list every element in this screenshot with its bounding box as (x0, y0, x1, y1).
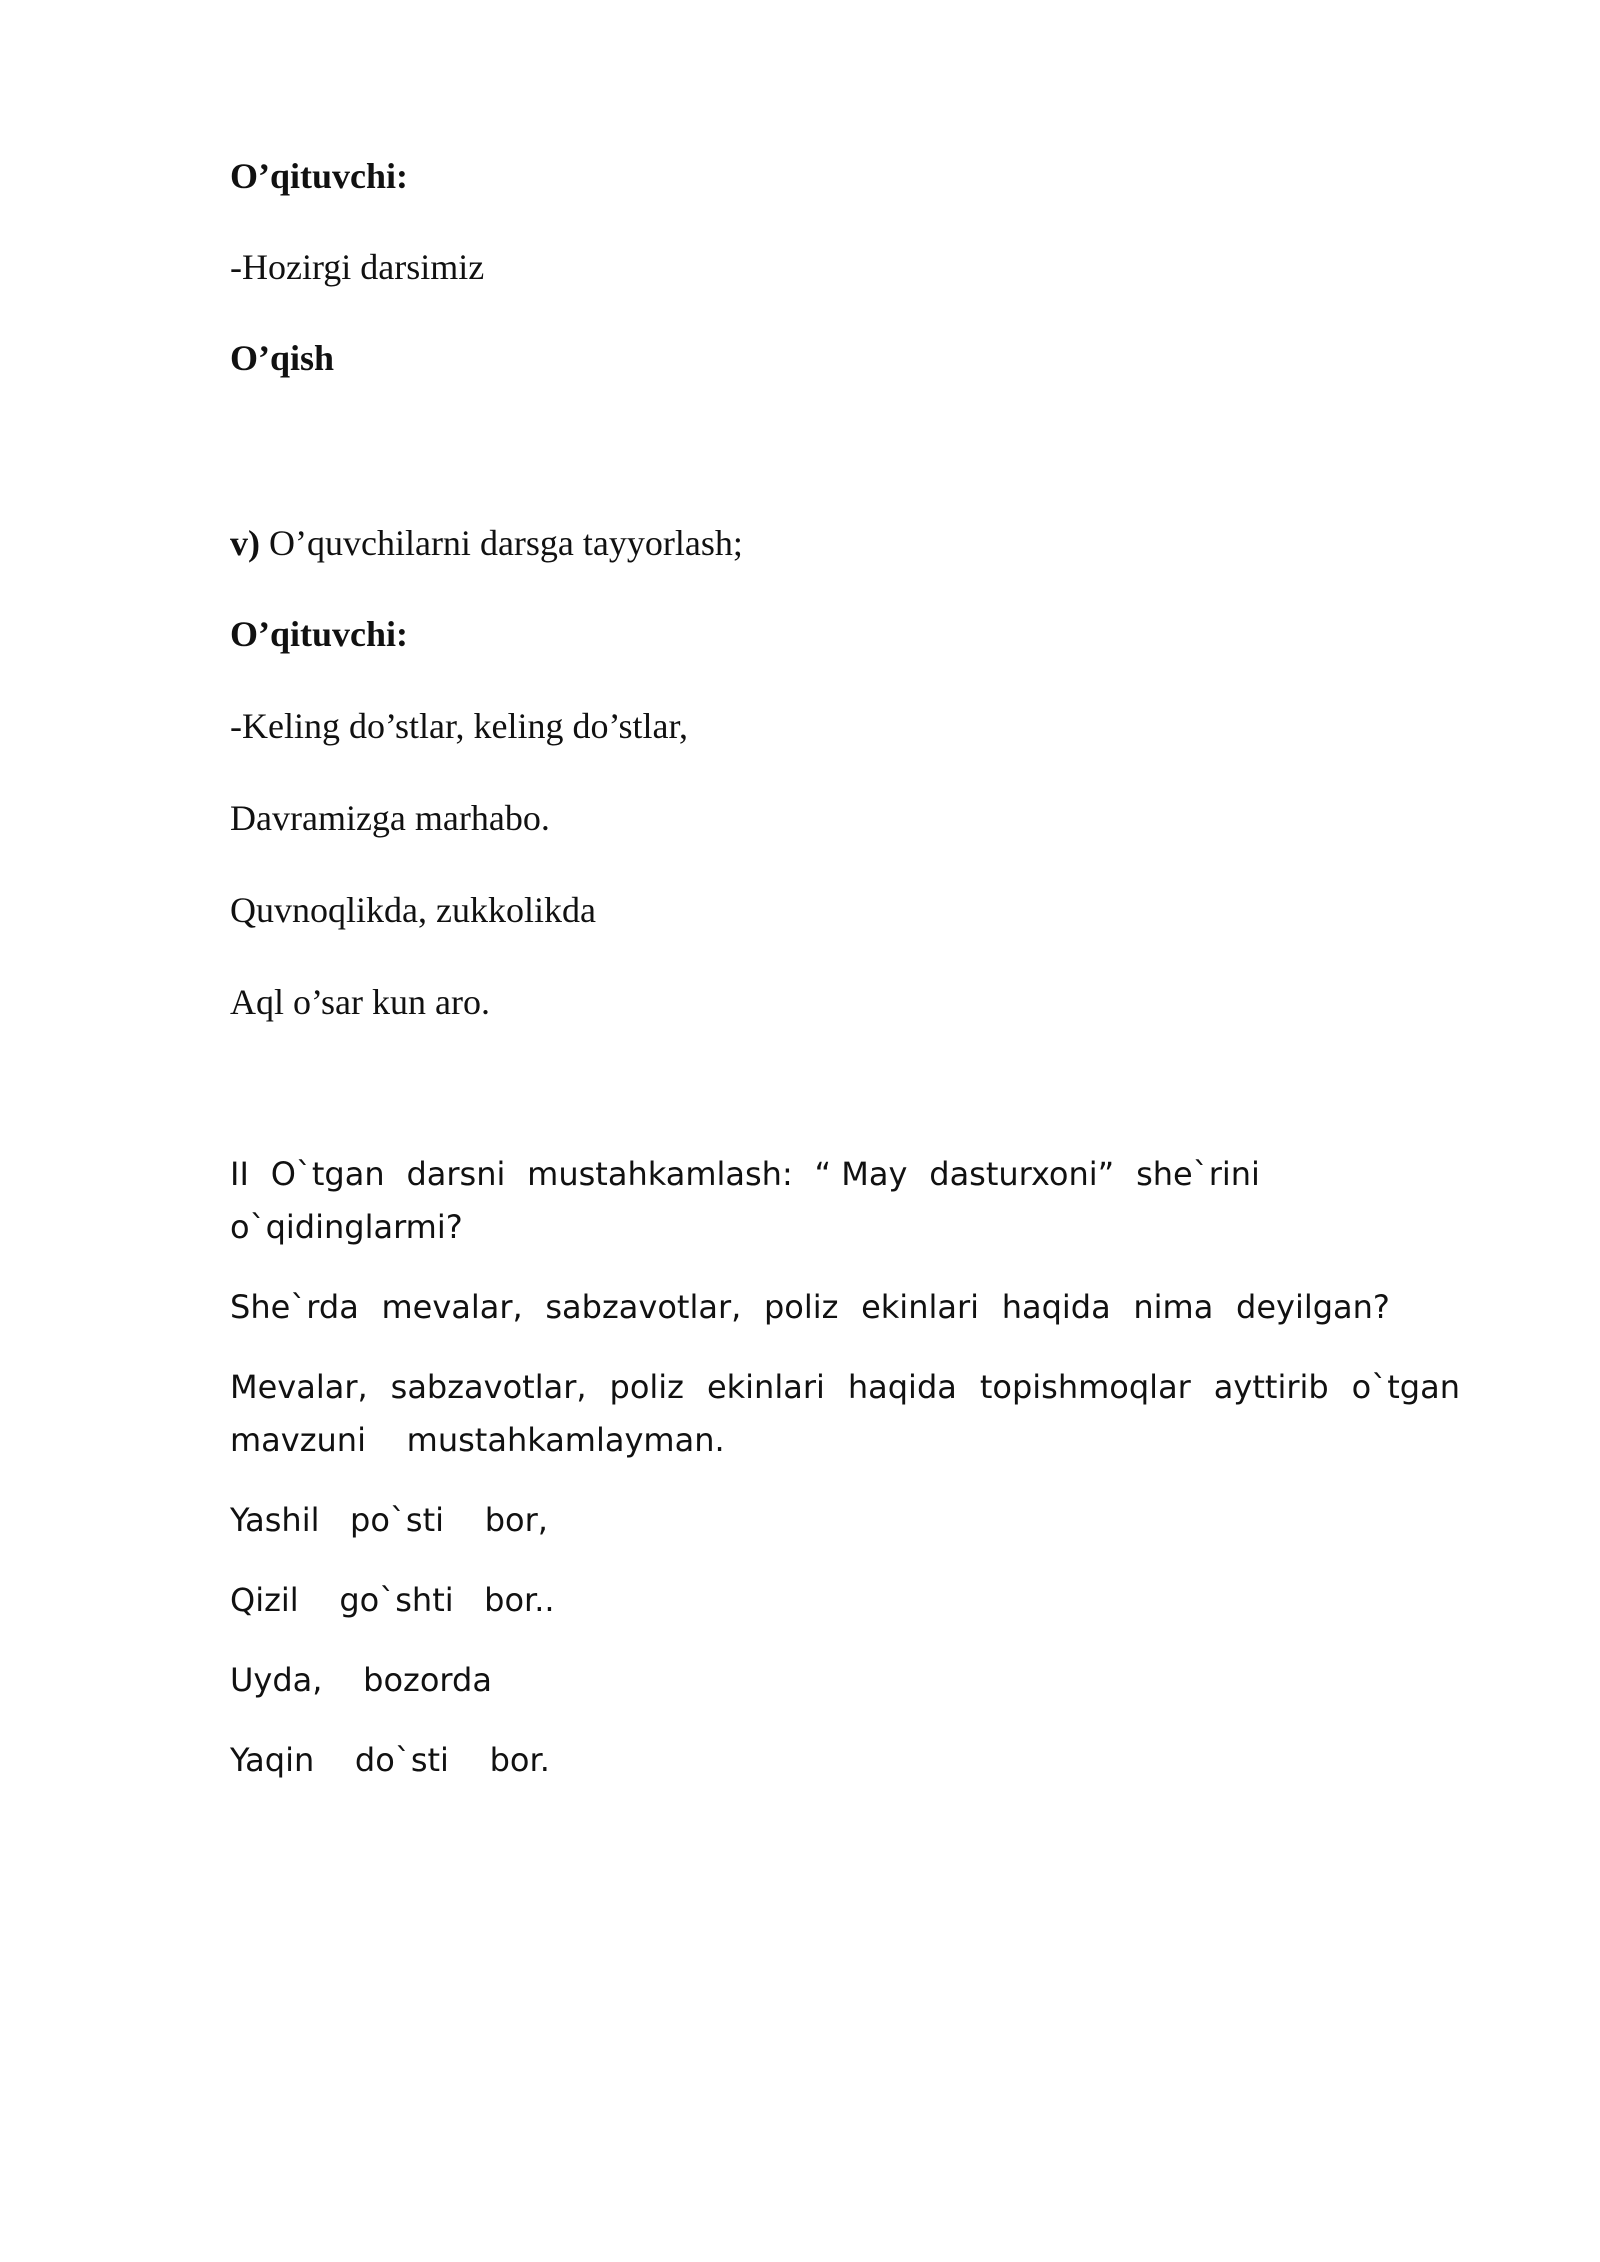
current-lesson-line: -Hozirgi darsimiz (230, 247, 485, 287)
word: o`tgan (1351, 1368, 1460, 1406)
word: nima (1133, 1288, 1214, 1326)
word: sabzavotlar, (390, 1368, 587, 1406)
poem-line: Quvnoqlikda, zukkolikda (230, 890, 596, 930)
teacher-label: O’qituvchi: (230, 156, 409, 196)
word: ekinlari (861, 1288, 980, 1326)
word: Mevalar, (230, 1368, 368, 1406)
word: II (230, 1155, 249, 1193)
riddle-line: Uyda, bozorda (230, 1661, 492, 1699)
word: mustahkamlash: (527, 1155, 793, 1193)
word: poliz (763, 1288, 839, 1326)
section-v-text: O’quvchilarni darsga tayyorlash; (269, 523, 743, 563)
word: haqida (847, 1368, 957, 1406)
riddle-intro-line: mavzuni mustahkamlayman. (230, 1421, 725, 1459)
riddle-intro-line (230, 1368, 1460, 1406)
word: ekinlari (706, 1368, 825, 1406)
poem-line: -Keling do’stlar, keling do’stlar, (230, 706, 689, 746)
question-line (230, 1288, 1390, 1326)
section-v-letter: v) (230, 523, 260, 563)
word: haqida (1001, 1288, 1111, 1326)
word: “ May (814, 1155, 908, 1193)
poem-line: Aql o’sar kun aro. (230, 982, 490, 1022)
word: darsni (406, 1155, 506, 1193)
word: O`tgan (270, 1155, 385, 1193)
word: ayttirib (1213, 1368, 1329, 1406)
word: She`rda (230, 1288, 359, 1326)
riddle-line: Yashil po`sti bor, (230, 1501, 548, 1539)
teacher-label: O’qituvchi: (230, 614, 409, 654)
word: poliz (609, 1368, 684, 1406)
section-ii-line: o`qidinglarmi? (230, 1208, 463, 1246)
word: mevalar, (381, 1288, 523, 1326)
poem-line: Davramizga marhabo. (230, 798, 550, 838)
riddle-line: Qizil go`shti bor.. (230, 1581, 555, 1619)
word: sabzavotlar, (545, 1288, 742, 1326)
word: she`rini (1136, 1155, 1260, 1193)
word: dasturxoni” (929, 1155, 1115, 1193)
section-ii-line (230, 1155, 1260, 1193)
subject-title: O’qish (230, 338, 335, 378)
word: deyilgan? (1236, 1288, 1390, 1326)
section-v-heading (230, 522, 743, 565)
riddle-line: Yaqin do`sti bor. (230, 1741, 550, 1779)
word: topishmoqlar (979, 1368, 1191, 1406)
